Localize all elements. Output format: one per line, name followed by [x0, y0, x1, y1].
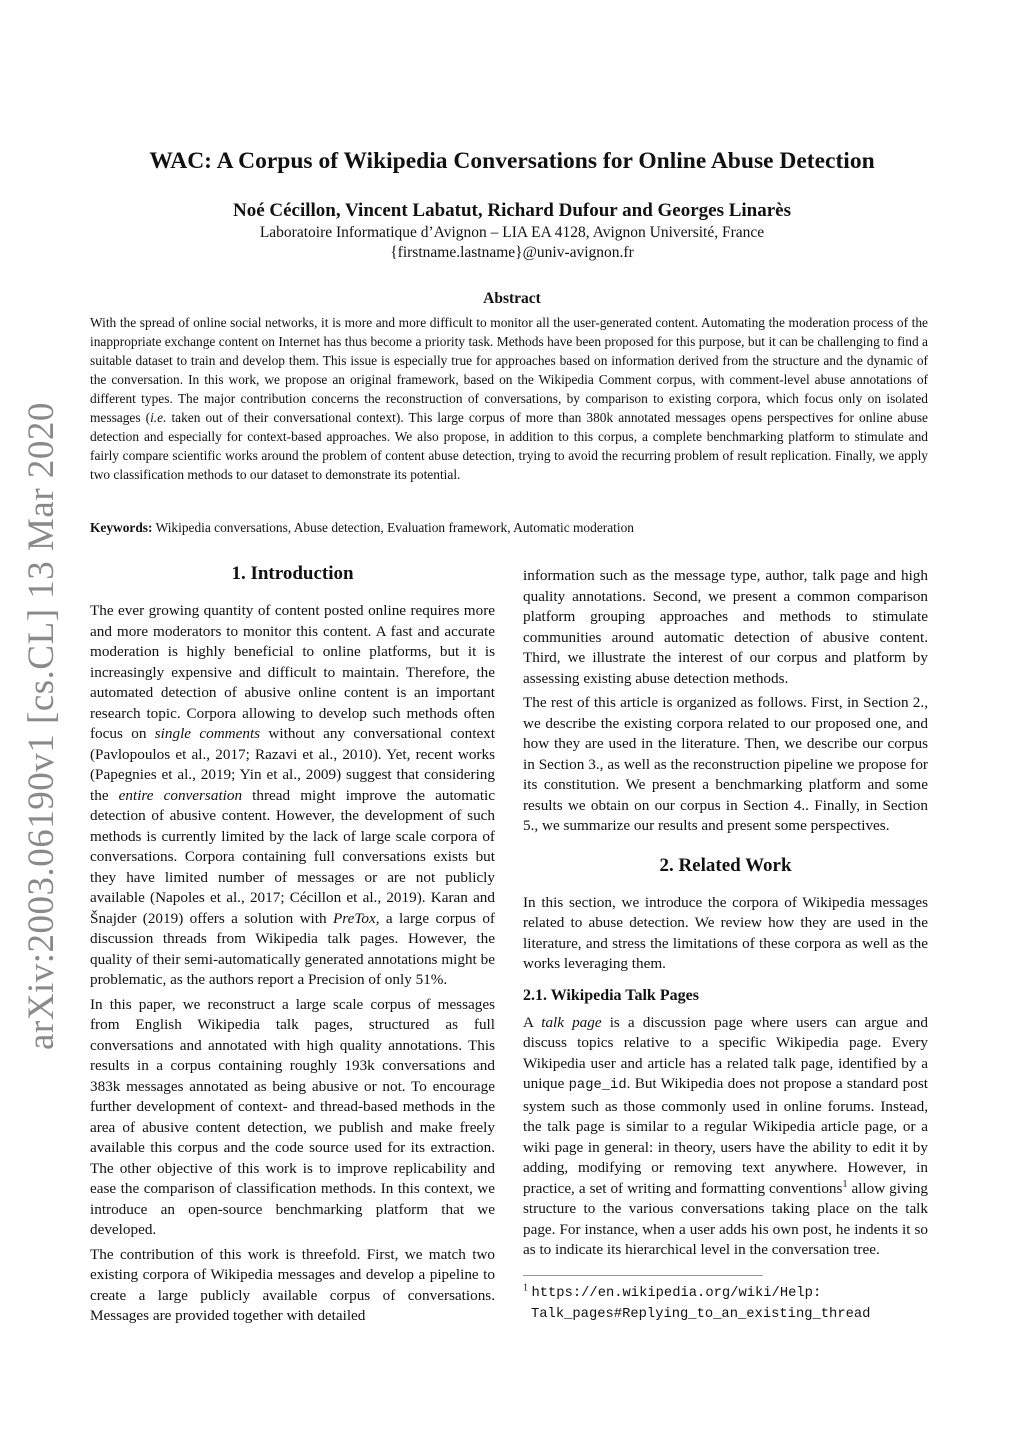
intro-paragraph-2: In this paper, we reconstruct a large scale corpus of messages from English Wikipedia talk pages, structured as full conversations and annotated with high quality annotations. This results in a corpus containing roughly 193k conversations and 383k messages annotated as being abusive or not. To encourage further development of context- and thread-based methods in the area of abusive content detection, we publish and make freely available this corpus and the code source used for its extraction. The other objective of this work is to improve replicability and ease the comparison of classification methods. In this context, we introduce an open-source benchmarking platform that we developed. — [90, 995, 495, 1238]
footnote — [523, 1282, 928, 1324]
arxiv-stamp: arXiv:2003.06190v1 [cs.CL] 13 Mar 2020 — [21, 402, 62, 1050]
intro-paragraph-3-continued: information such as the message type, author, talk page and high quality annotations. Second, we present a common comparison platform grouping approaches and methods to stimulate communities around automatic detection of abusive content. Third, we illustrate the interest of our corpus and platform by assessing existing abuse detection methods. — [523, 567, 928, 687]
footnote-url-line2[interactable]: Talk_pages#Replying_to_an_existing_thread — [531, 1306, 871, 1322]
related-paragraph-1: In this section, we introduce the corpora of Wikipedia messages related to abuse detection. We review how they are used in the literature, and stress the limitations of these corpora as well as the works leveraging them. — [523, 893, 928, 972]
keywords-label: Keywords: — [90, 520, 153, 535]
footnote-rule — [523, 1275, 763, 1276]
intro-paragraph-1: The ever growing quantity of content posted online requires more and more moderators to monitor this content. A fast and accurate moderation is highly beneficial to online platforms, but it is increasingly expensive and difficult to maintain. Therefore, the automated detection of abusive online content is an important research topic. Corpora allowing to develop such methods often focus on single comments without any conversational context (Pavlopoulos et al., 2017; Razavi et al., 2010). Yet, recent works (Papegnies et al., 2019; Yin et al., 2009) suggest that considering the entire conversation thread might improve the automatic detection of abusive content. However, the development of such methods is currently limited by the lack of large scale corpora of conversations. Corpora containing full conversations exists but they have limited number of messages or are not publicly available (Napoles et al., 2017; Cécillon et al., 2019). Karan and Šnajder (2019) offers a solution with PreTox, a large corpus of discussion threads from Wikipedia talk pages. However, the quality of their semi-automatically generated annotations might be problematic, as the authors report a Precision of only 51%. — [90, 602, 495, 988]
author-email: {firstname.lastname}@univ-avignon.fr — [390, 244, 634, 261]
section-heading-related-work: 2. Related Work — [659, 854, 792, 876]
related-paragraph-2: A talk page is a discussion page where users can argue and discuss topics relative to a specific Wikipedia page. Every Wikipedia user and article has a related talk page, identified by a unique page_id. But Wikipedia does not propose a standard post system such as those commonly used in online forums. Instead, the talk page is similar to a regular Wikipedia article page, or a wiki page in general: in theory, users have the ability to edit it by adding, modifying or removing text anywhere. However, in practice, a set of writing and formatting conventions$^1$ allow giving structure to the various conversations taking place on the talk page. For instance, when a user adds his own post, he indents it so as to indicate its hierarchical level in the conversation tree. — [523, 1013, 928, 1258]
footnote-number: 1 — [523, 1281, 528, 1293]
keywords: Keywords: Wikipedia conversations, Abuse detection, Evaluation framework, Automatic moderation — [90, 520, 635, 535]
intro-paragraph-4: The rest of this article is organized as follows. First, in Section 2., we describe the existing corpora related to our proposed one, and how they are used in the literature. Then, we describe our corpus in Section 3., as well as the reconstruction pipeline we propose for its constitution. We present a benchmarking platform and some results we obtain on our corpus in Section 4.. Finally, in Section 5., we summarize our results and present some perspectives. — [523, 694, 928, 834]
intro-paragraph-3: The contribution of this work is threefold. First, we match two existing corpora of Wikipedia messages and develop a pipeline to create a large publicly available corpus of conversations. Messages are provided together with detailed — [90, 1245, 495, 1324]
abstract-text: With the spread of online social networks, it is more and more difficult to monitor all the user-generated content. Automating the moderation process of the inappropriate exchange content on Internet has thus become a priority task. Methods have been proposed for this purpose, but it can be challenging to find a suitable dataset to train and develop them. This issue is especially true for approaches based on information derived from the structure and the dynamic of the conversation. In this work, we propose an original framework, based on the Wikipedia Comment corpus, with comment-level abuse annotations of different types. The major contribution concerns the reconstruction of conversations, by comparison to existing corpora, which focus only on isolated messages (i.e. taken out of their conversational context). This large corpus of more than 380k annotated messages opens perspectives for online abuse detection and especially for context-based approaches. We also propose, in addition to this corpus, a complete benchmarking platform to stimulate and fairly compare scientific works around the problem of content abuse detection, trying to avoid the recurring problem of result replication. Finally, we apply two classification methods to our dataset to demonstrate its potential. — [90, 315, 928, 482]
section-heading-introduction: 1. Introduction — [231, 563, 354, 584]
paper-title: WAC: A Corpus of Wikipedia Conversations for Online Abuse Detection — [149, 148, 875, 174]
author-list: Noé Cécillon, Vincent Labatut, Richard Dufour and Georges Linarès — [232, 200, 792, 221]
code-page-id: page_id — [568, 1078, 627, 1093]
abstract-heading: Abstract — [483, 290, 541, 307]
right-column — [523, 566, 928, 1324]
footnote-url-line1[interactable]: https://en.wikipedia.org/wiki/Help: — [531, 1285, 822, 1301]
left-column — [90, 561, 495, 1331]
affiliation: Laboratoire Informatique d’Avignon – LIA EA 4128, Avignon Université, France — [259, 224, 765, 241]
subsection-heading-talk-pages: 2.1. Wikipedia Talk Pages — [523, 986, 699, 1004]
footnote-ref: 1 — [842, 1178, 848, 1190]
